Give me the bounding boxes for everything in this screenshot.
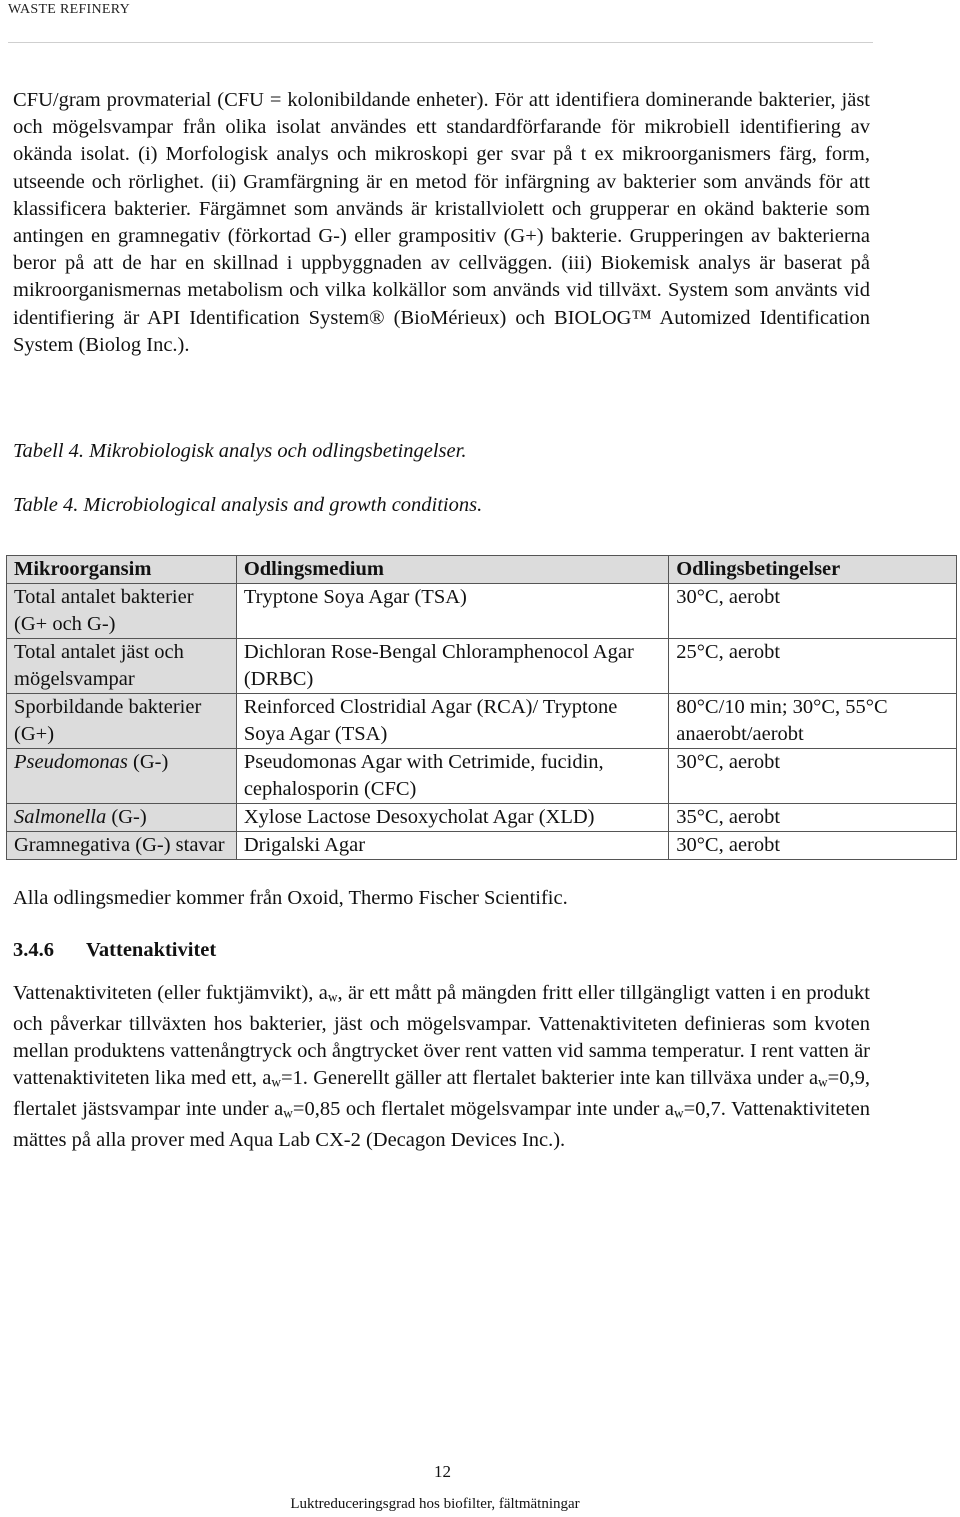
- conditions-cell: 80°C/10 min; 30°C, 55°C anaerobt/aerobt: [669, 694, 957, 749]
- table-caption-english: Table 4. Microbiological analysis and growth conditions.: [13, 494, 483, 516]
- section-number: 3.4.6: [13, 939, 54, 961]
- medium-cell: Xylose Lactose Desoxycholat Agar (XLD): [236, 804, 668, 832]
- conditions-cell: 30°C, aerobt: [669, 749, 957, 804]
- subscript: w: [271, 1074, 281, 1090]
- header-conditions: Odlingsbetingelser: [669, 556, 957, 584]
- organism-text: Total antalet bakterier (G+ och G-): [14, 586, 194, 635]
- conditions-cell: 30°C, aerobt: [669, 584, 957, 639]
- organism-italic: Salmonella: [14, 806, 107, 828]
- header-medium: Odlingsmedium: [236, 556, 668, 584]
- organism-text: (G-): [106, 806, 147, 828]
- table-caption-swedish: Tabell 4. Mikrobiologisk analys och odlingsbetingelser.: [13, 440, 467, 462]
- subscript: w: [674, 1105, 684, 1121]
- subscript: w: [818, 1074, 828, 1090]
- paragraph-text: , är ett mått på mängden fritt eller tillgängligt vatten i en produkt och påverkar tillväxten hos bakterier, jäst och mögelsvampar. Vattenaktiviteten definieras som kvoten mellan produktens vattenångtryck och ångtrycket över rent vatten vid samma temperatur. I rent vatten är vattenaktiviteten lika med ett, a: [13, 982, 871, 1090]
- organism-text: Sporbildande bakterier (G+): [14, 696, 202, 745]
- paragraph-text: =0,85 och flertalet mögelsvampar inte under a: [292, 1098, 674, 1121]
- organism-cell: [7, 694, 237, 749]
- table-row: [7, 584, 957, 639]
- table-row: [7, 694, 957, 749]
- conditions-cell: 30°C, aerobt: [669, 832, 957, 860]
- running-header: WASTE REFINERY: [8, 2, 131, 17]
- paragraph-text: Vattenaktiviteten (eller fuktjämvikt), a: [13, 982, 328, 1004]
- table-footnote: Alla odlingsmedier kommer från Oxoid, Thermo Fischer Scientific.: [13, 887, 568, 909]
- paragraph-text: =1. Generellt gäller att flertalet bakterier inte kan tillväxa under a: [281, 1067, 819, 1090]
- medium-cell: Pseudomonas Agar with Cetrimide, fucidin, cephalosporin (CFC): [236, 749, 668, 804]
- paragraph-text: =0,7. Vattenaktiviteten mättes på alla prover med Aqua Lab CX-2 (Decagon Devices Inc.).: [13, 1098, 870, 1151]
- page-number: 12: [434, 1462, 451, 1481]
- intro-paragraph: CFU/gram provmaterial (CFU = kolonibildande enheter). För att identifiera dominerande bakterier, jäst och mögelsvampar från olika isolat användes ett standardförfarande för mikrobiell identifiering av okända isolat. (i) Morfologisk analys och mikroskopi ger svar på t ex mikroorganismers färg, form, utseende och rörlighet. (ii) Gramfärgning är en metod för infärgning av bakterier som används för att klassificera bakterier. Färgämnet som används är kristallviolett och grupperar en okänd bakterie som antingen en gramnegativ (förkortad G-) eller grampositiv (G+) bakterie. Grupperingen av bakterierna beror på att de har en skillnad i uppbyggnaden av cellväggen. (iii) Biokemisk analys är baserat på mikroorganismernas metabolism och vilka kolkällor som används vid tillväxt. System som använts vid identifiering är API Identification System® (BioMérieux) och BIOLOG™ Automized Identification System (Biolog Inc.).: [13, 89, 870, 356]
- organism-text: Total antalet jäst och mögelsvampar: [14, 641, 184, 690]
- growth-conditions-table: [6, 555, 957, 860]
- organism-cell: [7, 832, 237, 860]
- medium-cell: Tryptone Soya Agar (TSA): [236, 584, 668, 639]
- organism-italic: Pseudomonas: [14, 751, 128, 773]
- organism-cell: [7, 804, 237, 832]
- section-heading: [13, 939, 216, 962]
- section-title: Vattenaktivitet: [86, 939, 217, 961]
- paragraph-text: =0,9, flertalet jästsvampar inte under a: [13, 1067, 870, 1121]
- conditions-cell: 35°C, aerobt: [669, 804, 957, 832]
- table-row: [7, 749, 957, 804]
- subscript: w: [283, 1105, 293, 1121]
- medium-cell: Dichloran Rose-Bengal Chloramphenocol Agar (DRBC): [236, 639, 668, 694]
- subscript: w: [327, 989, 338, 1005]
- table-row: [7, 832, 957, 860]
- organism-text: Gramnegativa (G-) stavar: [14, 834, 225, 856]
- medium-cell: Drigalski Agar: [236, 832, 668, 860]
- medium-cell: Reinforced Clostridial Agar (RCA)/ Tryptone Soya Agar (TSA): [236, 694, 668, 749]
- organism-text: (G-): [127, 751, 169, 773]
- table-header-row: [7, 556, 957, 584]
- organism-cell: [7, 584, 237, 639]
- table-row: [7, 639, 957, 694]
- header-divider: [8, 42, 873, 43]
- organism-cell: [7, 749, 237, 804]
- conditions-cell: 25°C, aerobt: [669, 639, 957, 694]
- footer-title: Luktreduceringsgrad hos biofilter, fältmätningar: [290, 1496, 580, 1512]
- header-organism: Mikroorgansim: [7, 556, 237, 584]
- table-row: [7, 804, 957, 832]
- water-activity-paragraph: [13, 980, 870, 1154]
- organism-cell: [7, 639, 237, 694]
